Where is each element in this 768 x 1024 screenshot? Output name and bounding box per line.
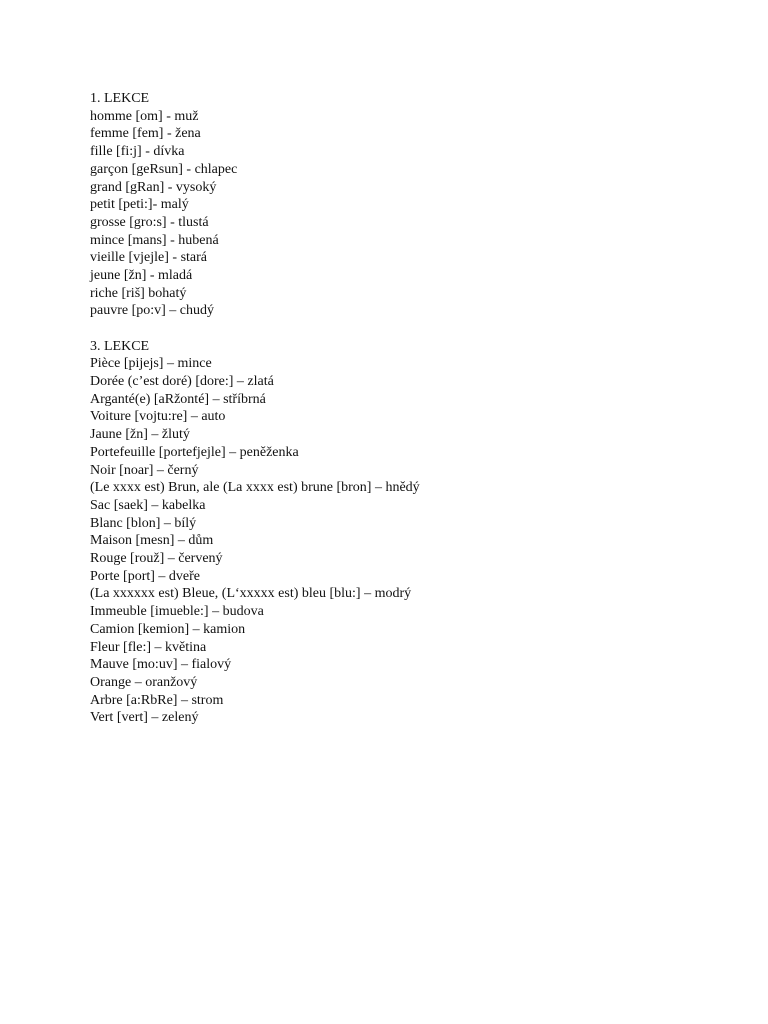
vocab-entry: (Le xxxx est) Brun, ale (La xxxx est) brune [bron] – hnědý	[90, 480, 420, 496]
vocab-entry: Pièce [pijejs] – mince	[90, 356, 212, 372]
lesson-3-heading: 3. LEKCE	[90, 338, 150, 354]
vocab-entry: Vert [vert] – zelený	[90, 710, 199, 726]
vocab-entry: fille [fi:j] - dívka	[90, 144, 185, 160]
lesson-1-section	[90, 90, 710, 320]
vocab-entry: Jaune [žn] – žlutý	[90, 427, 190, 443]
vocab-entry: Noir [noar] – černý	[90, 462, 199, 478]
lesson-3-section	[90, 338, 710, 727]
vocab-entry: petit [peti:]- malý	[90, 197, 189, 213]
vocab-entry: Camion [kemion] – kamion	[90, 621, 246, 637]
lesson-1-heading: 1. LEKCE	[90, 91, 150, 106]
vocab-entry: (La xxxxxx est) Bleue, (L‘xxxxx est) bleu [blu:] – modrý	[90, 586, 412, 602]
vocab-entry: Portefeuille [portefjejle] – peněženka	[90, 444, 299, 460]
vocab-entry: grosse [gro:s] - tlustá	[90, 214, 209, 230]
vocab-entry: jeune [žn] - mladá	[90, 268, 193, 284]
vocab-entry: Immeuble [imueble:] – budova	[90, 604, 264, 620]
vocab-entry: Blanc [blon] – bílý	[90, 515, 197, 531]
vocab-entry: vieille [vjejle] - stará	[90, 250, 207, 266]
vocab-entry: femme [fem] - žena	[90, 126, 201, 142]
vocab-entry: Rouge [rouž] – červený	[90, 551, 223, 567]
vocab-entry: Maison [mesn] – dům	[90, 533, 214, 549]
vocab-entry: riche [riš] bohatý	[90, 285, 187, 301]
vocab-entry: Arganté(e) [aRžonté] – stříbrná	[90, 391, 266, 407]
vocab-entry: Mauve [mo:uv] – fialový	[90, 657, 232, 673]
vocab-entry: Orange – oranžový	[90, 675, 198, 690]
vocab-entry: Fleur [fle:] – květina	[90, 639, 207, 655]
vocab-entry: grand [gRan] - vysoký	[90, 179, 217, 195]
vocab-entry: Sac [saek] – kabelka	[90, 497, 206, 513]
vocab-entry: mince [mans] - hubená	[90, 232, 219, 248]
vocab-entry: homme [om] - muž	[90, 108, 199, 124]
vocab-entry: Voiture [vojtu:re] – auto	[90, 409, 226, 425]
vocab-entry: Porte [port] – dveře	[90, 568, 201, 584]
document-content	[90, 90, 710, 727]
vocab-entry: garçon [geRsun] - chlapec	[90, 161, 238, 177]
vocab-entry: pauvre [po:v] – chudý	[90, 303, 215, 319]
vocab-entry: Arbre [a:RbRe] – strom	[90, 692, 224, 708]
vocab-entry: Dorée (c’est doré) [dore:] – zlatá	[90, 374, 274, 390]
